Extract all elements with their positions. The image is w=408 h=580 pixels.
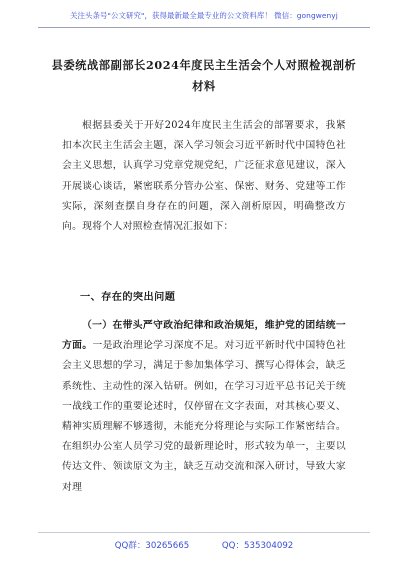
footer-qq: QQ：535304092 [221,541,294,551]
footer-contacts [0,539,408,551]
intro-paragraph: 根据县委关于开好2024年度民主生活会的部署要求，我紧扣本次民主生活会主题，深入学习领会习近平新时代中国特色社会主义思想，认真学习党章党规党纪，广泛征求意见建议，深入开展谈心谈话，紧密联系分管办公室、保密、财务、党建等工作实际，深刻查摆自身存在的问题，深入剖析原因，明确整改方向。现将个人对照检查情况汇报如下： [62,120,346,233]
header-divider [38,27,370,28]
document-title-line2: 材料 [192,79,216,93]
subsection-body: 一是政治理论学习深度不足。对习近平新时代中国特色社会主义思想的学习，满足于参加集体学习、撰写心得体会，缺乏系统性、主动性的深入钻研。例如，在学习习近平总书记关于统一战线工作的重要论述时，仅停留在文字表面，对其核心要义、精神实质理解不够透彻，未能充分将理论与实际工作紧密结合。在组织办公室人员学习党的最新理论时，形式较为单一，主要以传达文件、领读原文为主，缺乏互动交流和深入研讨，导致大家对理 [62,340,346,493]
document-title-line1: 县委统战部副部长2024年度民主生活会个人对照检视剖析 [51,58,357,72]
subsection-paragraph [62,316,346,498]
section-heading: 一、存在的突出问题 [80,292,176,303]
footer-qq-group: QQ群：30265665 [114,541,190,551]
footer-divider [38,532,370,533]
subsection-lead: （一）在带头严守政治纪律和政治规矩，维护党的团结统一方面。 [62,320,346,352]
header-promo-banner: 关注头条号"公文研究"，获得最新最全最专业的公文资料库！ 微信：gongwenyj [70,11,338,20]
document-title [50,55,358,97]
